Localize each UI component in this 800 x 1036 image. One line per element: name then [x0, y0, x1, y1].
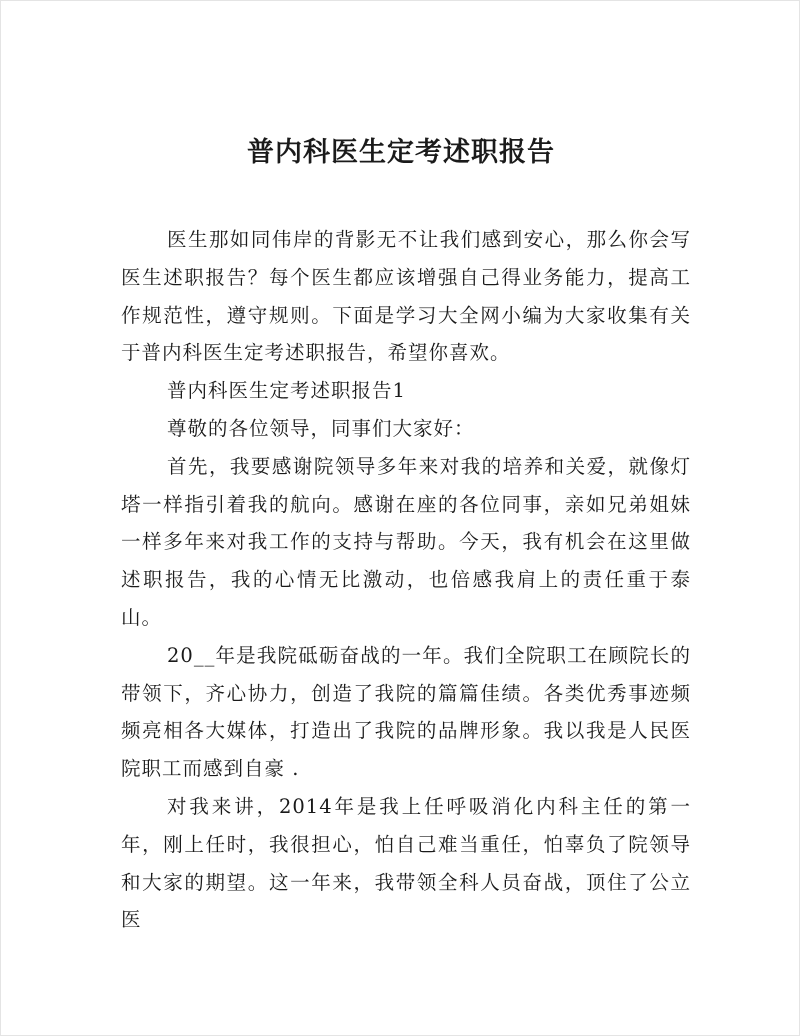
document-title: 普内科医生定考述职报告	[247, 137, 555, 168]
year-review-paragraph: 20__年是我院砥砺奋战的一年。我们全院职工在顾院长的带领下，齐心协力，创造了我院的篇篇佳绩。各类优秀事迹频频亮相各大媒体，打造出了我院的品牌形象。我以我是人民医院职工而感到自豪 .	[121, 643, 691, 781]
document-body	[121, 221, 691, 939]
thanks-paragraph: 首先，我要感谢院领导多年来对我的培养和关爱，就像灯塔一样指引着我的航向。感谢在座的各位同事，亲如兄弟姐妹一样多年来对我工作的支持与帮助。今天，我有机会在这里做述职报告，我的心情无比激动，也倍感我肩上的责任重于泰山。	[121, 454, 691, 629]
intro-paragraph: 医生那如同伟岸的背影无不让我们感到安心，那么你会写医生述职报告？每个医生都应该增强自己得业务能力，提高工作规范性，遵守规则。下面是学习大全网小编为大家收集有关于普内科医生定考述职报告，希望你喜欢。	[121, 228, 691, 365]
first-year-paragraph: 对我来讲，2014年是我上任呼吸消化内科主任的第一年，刚上任时，我很担心，怕自己难当重任，怕辜负了院领导和大家的期望。这一年来，我带领全科人员奋战，顶住了公立医	[121, 794, 691, 932]
report-heading: 普内科医生定考述职报告1	[167, 379, 406, 403]
salutation: 尊敬的各位领导，同事们大家好：	[167, 416, 475, 440]
